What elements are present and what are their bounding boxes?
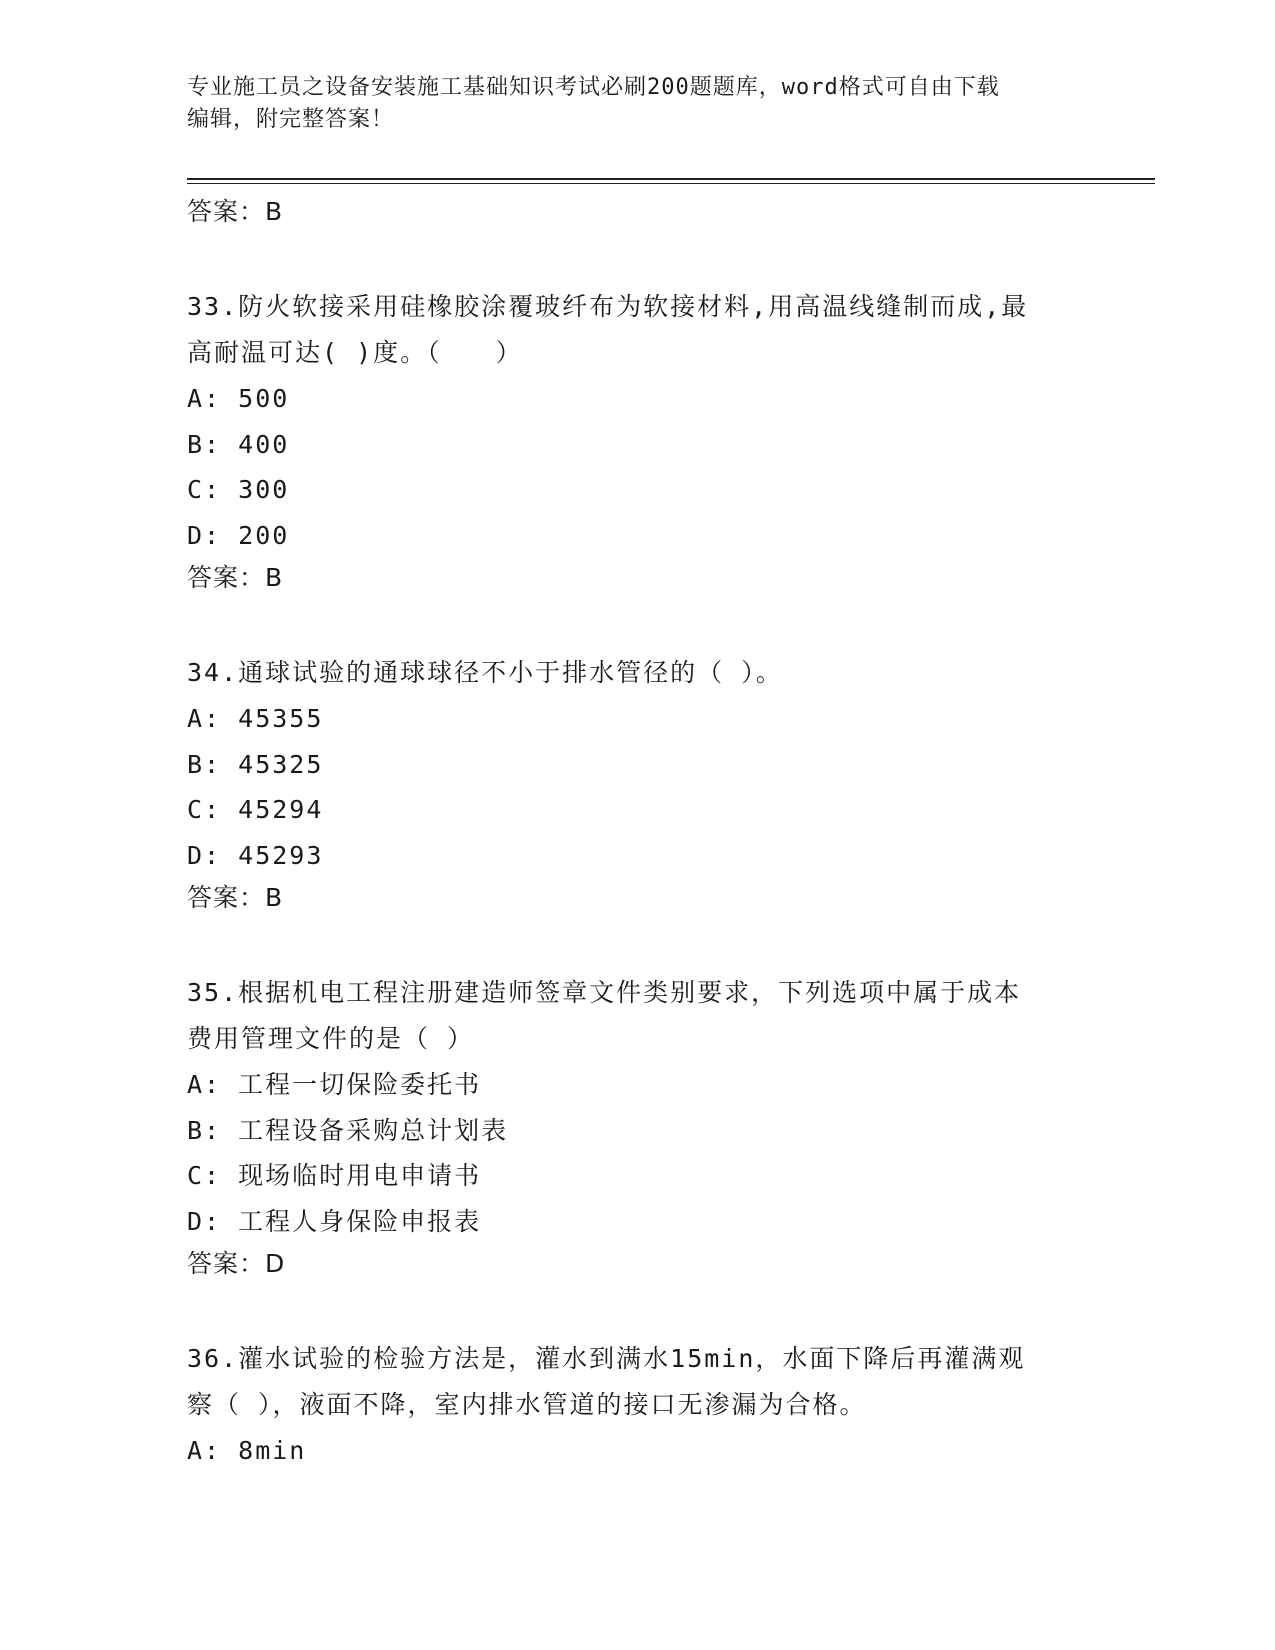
- option-a: A: 8min: [187, 1436, 307, 1465]
- answer-line: 答案：B: [187, 563, 284, 592]
- question-stem: 费用管理文件的是（ ）: [187, 1024, 475, 1053]
- header-rule-thick: [187, 178, 1155, 180]
- option-c: C: 45294: [187, 795, 324, 824]
- option-c: C: 现场临时用电申请书: [187, 1161, 482, 1190]
- answer-line: 答案：B: [187, 883, 284, 912]
- option-d: D: 工程人身保险申报表: [187, 1206, 482, 1236]
- header-line-1: 专业施工员之设备安装施工基础知识考试必刷200题题库，word格式可自由下载: [187, 75, 1000, 100]
- question-stem: 察（ ），液面不降，室内排水管道的接口无渗漏为合格。: [187, 1390, 867, 1419]
- answer-line: 答案：B: [187, 197, 284, 226]
- header-rule-thin: [187, 183, 1155, 184]
- option-b: B: 工程设备采购总计划表: [187, 1115, 509, 1145]
- question-stem: 35.根据机电工程注册建造师签章文件类别要求，下列选项中属于成本: [187, 978, 1022, 1007]
- answer-line: 答案：D: [187, 1249, 286, 1278]
- option-a: A: 500: [187, 384, 290, 413]
- question-stem: 34.通球试验的通球球径不小于排水管径的（ ）。: [187, 658, 783, 687]
- question-stem: 36.灌水试验的检验方法是，灌水到满水15min，水面下降后再灌满观: [187, 1344, 1026, 1373]
- question-33: [187, 284, 1087, 598]
- option-a: A: 工程一切保险委托书: [187, 1070, 482, 1099]
- option-c: C: 300: [187, 475, 290, 504]
- question-36: [187, 1336, 1087, 1474]
- option-d: D: 200: [187, 520, 290, 550]
- option-b: B: 45325: [187, 749, 324, 779]
- option-a: A: 45355: [187, 704, 324, 733]
- option-b: B: 400: [187, 429, 290, 459]
- document-header: [187, 72, 1067, 136]
- question-list: [187, 192, 1087, 1474]
- question-stem: 高耐温可达( )度。（ ）: [187, 338, 523, 367]
- question-stem: 33.防火软接采用硅橡胶涂覆玻纤布为软接材料,用高温线缝制而成,最: [187, 292, 1029, 321]
- header-line-2: 编辑，附完整答案！: [187, 107, 395, 132]
- option-d: D: 45293: [187, 840, 324, 870]
- question-34: [187, 650, 1087, 918]
- question-35: [187, 970, 1087, 1284]
